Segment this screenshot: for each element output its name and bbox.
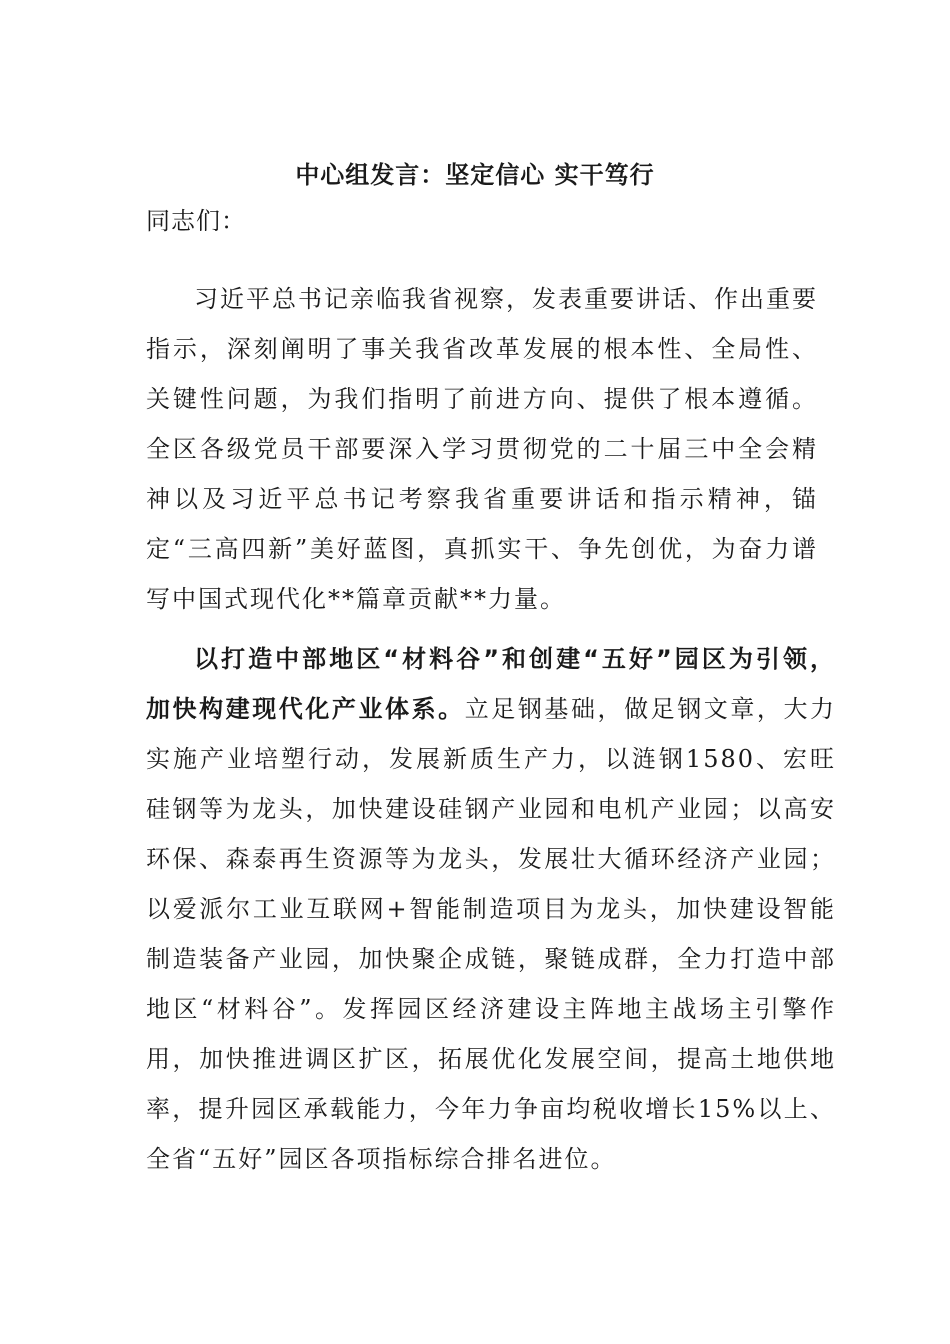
paragraph-2 bbox=[146, 634, 836, 1184]
document-title: 中心组发言：坚定信心 实干笃行 bbox=[295, 161, 655, 189]
salutation: 同志们： bbox=[146, 207, 246, 235]
paragraph-2-heading: 以打造中部地区“材料谷”和创建“五好”园区为引领，加快构建现代化产业体系。 bbox=[146, 645, 836, 723]
paragraph-1: 习近平总书记亲临我省视察，发表重要讲话、作出重要指示，深刻阐明了事关我省改革发展的根本性、全局性、关键性问题，为我们指明了前进方向、提供了根本遵循。全区各级党员干部要深入学习贯彻党的二十届三中全会精神以及习近平总书记考察我省重要讲话和指示精神，锚定“三高四新”美好蓝图，真抓实干、争先创优，为奋力谱写中国式现代化**篇章贡献**力量。 bbox=[146, 285, 818, 613]
paragraph-2-body: 立足钢基础，做足钢文章，大力实施产业培塑行动，发展新质生产力，以涟钢1580、宏旺硅钢等为龙头，加快建设硅钢产业园和电机产业园；以高安环保、森泰再生资源等为龙头，发展壮大循环经济产业园；以爱派尔工业互联网+智能制造项目为龙头，加快建设智能制造装备产业园，加快聚企成链，聚链成群，全力打造中部地区“材料谷”。发挥园区经济建设主阵地主战场主引擎作用，加快推进调区扩区，拓展优化发展空间，提高土地供地率，提升园区承载能力，今年力争亩均税收增长15%以上、全省“五好”园区各项指标综合排名进位。 bbox=[146, 695, 837, 1173]
